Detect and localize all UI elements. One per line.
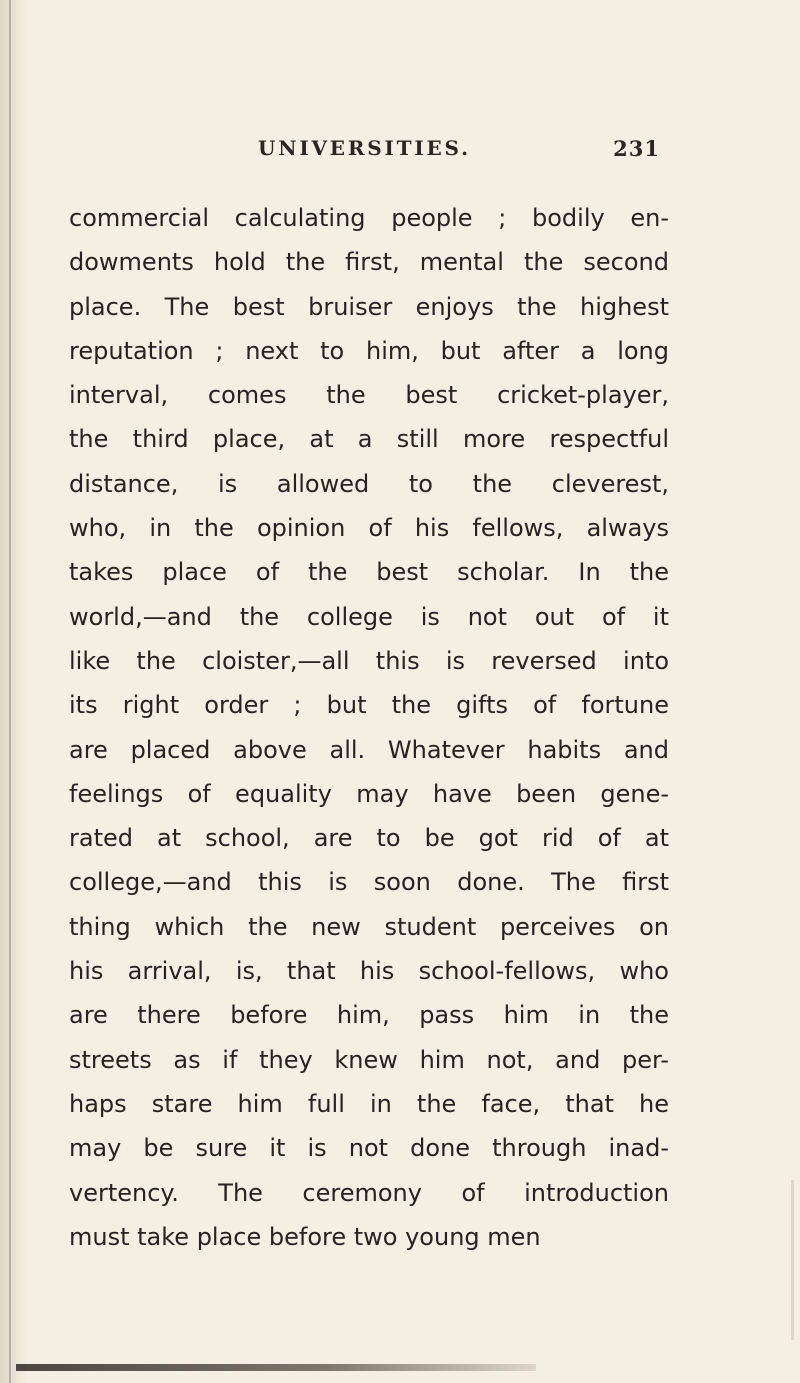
text-line: like the cloister,—all this is reversed into <box>69 646 669 675</box>
text-line: reputation ; next to him, but after a long <box>69 336 669 365</box>
text-line: feelings of equality may have been gene- <box>69 779 669 808</box>
text-line: college,—and this is soon done. The first <box>69 868 669 897</box>
text-line: rated at school, are to be got rid of at <box>69 824 669 853</box>
text-line: must take place before two young men <box>69 1222 541 1251</box>
text-line: who, in the opinion of his fellows, always <box>69 514 669 543</box>
body-text <box>69 196 669 1259</box>
spine-shadow <box>0 0 28 1383</box>
bottom-rule <box>16 1364 536 1371</box>
text-line: streets as if they knew him not, and per- <box>69 1045 669 1074</box>
text-line: are placed above all. Whatever habits and <box>69 735 669 764</box>
text-line: the third place, at a still more respectful <box>69 425 669 454</box>
text-line: dowments hold the first, mental the second <box>69 248 669 277</box>
text-line: place. The best bruiser enjoys the highest <box>69 292 669 321</box>
text-line: takes place of the best scholar. In the <box>69 558 669 587</box>
text-line: are there before him, pass him in the <box>69 1001 669 1030</box>
running-title: UNIVERSITIES. <box>258 136 471 160</box>
text-line: his arrival, is, that his school-fellows, who <box>69 957 669 986</box>
text-line: distance, is allowed to the cleverest, <box>69 469 669 498</box>
page-number: 231 <box>613 136 660 161</box>
text-line: haps stare him full in the face, that he <box>69 1089 669 1118</box>
text-line: commercial calculating people ; bodily en- <box>69 204 669 232</box>
text-line: vertency. The ceremony of introduction <box>69 1178 669 1207</box>
text-line: may be sure it is not done through inad- <box>69 1134 669 1163</box>
running-head <box>258 136 660 166</box>
text-line: thing which the new student perceives on <box>69 912 669 941</box>
spine-line <box>9 0 11 1383</box>
text-line: world,—and the college is not out of it <box>69 602 669 631</box>
page-edge-mark <box>791 1180 794 1340</box>
text-line: interval, comes the best cricket-player, <box>69 381 669 410</box>
text-line: its right order ; but the gifts of fortune <box>69 691 669 720</box>
